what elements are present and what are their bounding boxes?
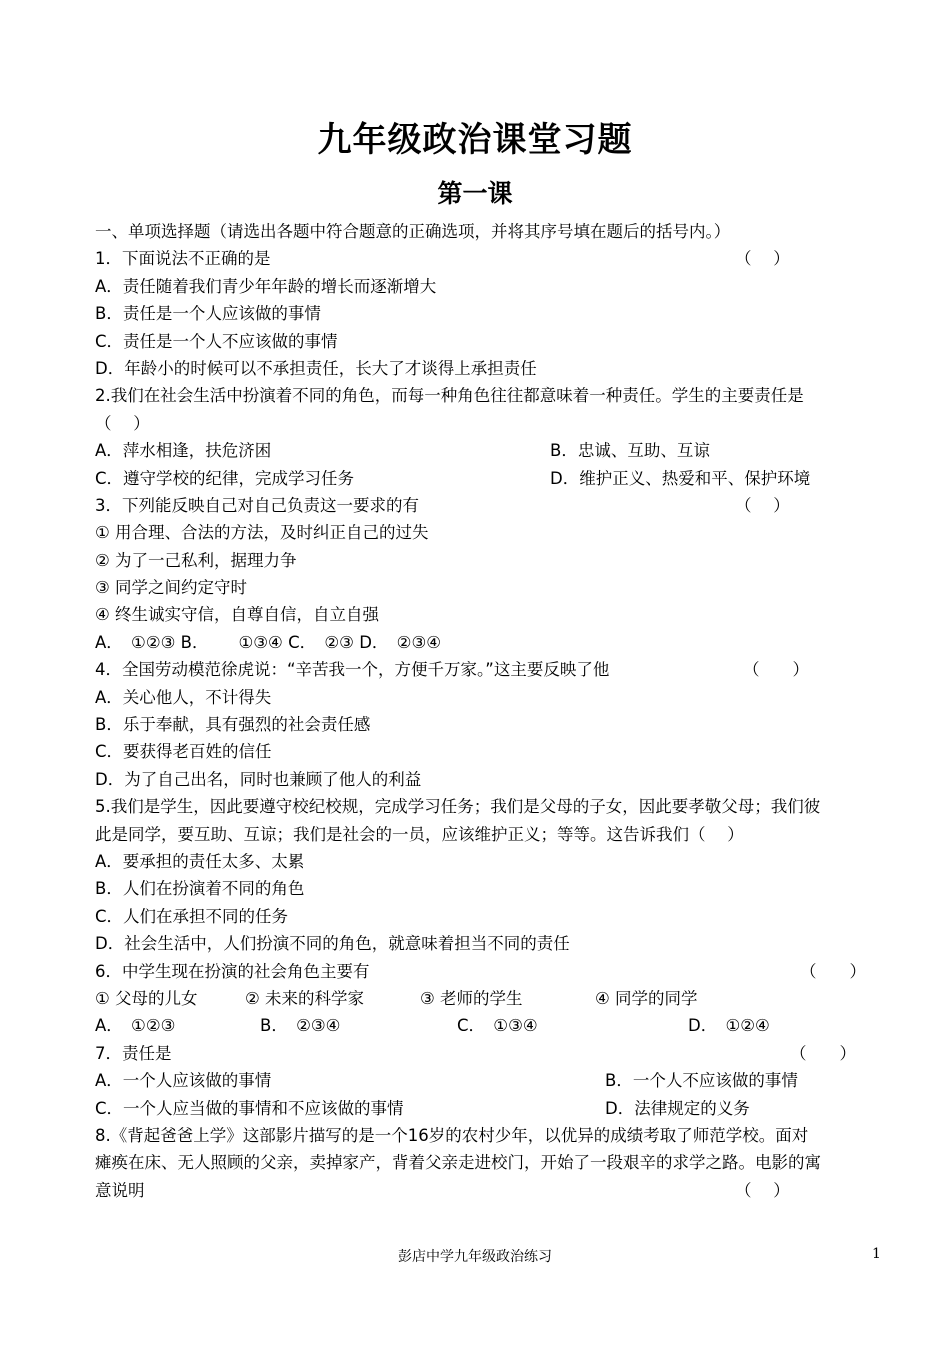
question-1-option-b: B．责任是一个人应该做的事情 [95, 304, 321, 324]
lesson-subtitle: 第一课 [437, 179, 513, 208]
question-6-option-b: B． ②③④ [260, 1016, 341, 1036]
question-5-option-d: D．社会生活中，人们扮演不同的角色，就意味着担当不同的责任 [95, 934, 570, 954]
question-8-stem-line-2: 瘫痪在床、无人照顾的父亲，卖掉家产，背着父亲走进校门，开始了一段艰辛的求学之路。电影的寓 [95, 1153, 821, 1173]
page-number: 1 [872, 1246, 881, 1262]
question-7-option-b: B．一个人不应该做的事情 [605, 1071, 798, 1091]
question-2-option-b: B．忠诚、互助、互谅 [550, 441, 710, 461]
page-footer: 彭店中学九年级政治练习 [398, 1249, 552, 1265]
question-3-item-4: ④ 终生诚实守信，自尊自信，自立自强 [95, 605, 380, 625]
question-4-option-d: D．为了自己出名，同时也兼顾了他人的利益 [95, 769, 422, 789]
question-7-text: 7．责任是 [95, 1043, 172, 1063]
question-2-option-d: D．维护正义、热爱和平、保护环境 [550, 468, 811, 488]
question-6-answer-blank: （ ） [800, 961, 866, 981]
question-6-option-a: A． ①②③ [95, 1016, 176, 1036]
question-5-option-a: A．要承担的责任太多、太累 [95, 851, 305, 871]
question-5-stem-line-2: 此是同学，要互助、互谅；我们是社会的一员，应该维护正义；等等。这告诉我们（ ） [95, 824, 744, 844]
section-heading: 一、单项选择题（请选出各题中符合题意的正确选项，并将其序号填在题后的括号内。） [95, 222, 731, 241]
question-7-option-d: D．法律规定的义务 [605, 1098, 750, 1118]
question-1-option-d: D．年龄小的时候可以不承担责任，长大了才谈得上承担责任 [95, 358, 537, 378]
question-7-answer-blank: （ ） [790, 1043, 856, 1063]
question-8-stem-line-1: 8.《背起爸爸上学》这部影片描写的是一个16岁的农村少年，以优异的成绩考取了师范学校。面对 [95, 1125, 809, 1145]
question-2-answer-blank: （ ） [95, 413, 150, 433]
question-6-options [95, 1012, 885, 1039]
question-6-option-d: D． ①②④ [688, 1016, 770, 1036]
question-5-stem-line-1: 5.我们是学生，因此要遵守校纪校规，完成学习任务；我们是父母的子女，因此要孝敬父母；我们彼 [95, 797, 821, 817]
question-7-stem [95, 1040, 885, 1067]
question-8-stem-line-3 [95, 1177, 885, 1204]
question-6-stem [95, 958, 885, 985]
question-6-text: 6．中学生现在扮演的社会角色主要有 [95, 961, 370, 981]
question-2-option-c: C．遵守学校的纪律，完成学习任务 [95, 468, 355, 488]
question-1-stem [95, 245, 885, 272]
question-8-answer-blank: （ ） [735, 1180, 790, 1200]
question-6-item-2: ② 未来的科学家 [245, 988, 365, 1008]
question-3-item-2: ② 为了一己私利，据理力争 [95, 550, 297, 570]
question-2-options-row-2 [95, 465, 885, 492]
question-2-option-a: A．萍水相逢，扶危济困 [95, 441, 272, 461]
question-4-answer-blank: （ ） [743, 660, 809, 680]
question-5-option-c: C．人们在承担不同的任务 [95, 906, 289, 926]
question-2-options-row-1 [95, 437, 885, 464]
question-list [95, 218, 885, 1204]
question-7-options-row-2 [95, 1095, 885, 1122]
question-4-option-c: C．要获得老百姓的信任 [95, 742, 272, 762]
question-3-text: 3．下列能反映自己对自己负责这一要求的有 [95, 495, 419, 515]
question-4-stem [95, 656, 885, 683]
question-3-answer-blank: （ ） [735, 495, 790, 515]
question-7-options-row-1 [95, 1067, 885, 1094]
question-2-stem: 2.我们在社会生活中扮演着不同的角色，而每一种角色往往都意味着一种责任。学生的主要责任是 [95, 386, 804, 406]
question-6-item-4: ④ 同学的同学 [595, 988, 698, 1008]
question-3-options: A． ①②③ B． ①③④ C． ②③ D． ②③④ [95, 632, 442, 652]
page-title: 九年级政治课堂习题 [317, 120, 633, 160]
question-6-item-3: ③ 老师的学生 [420, 988, 523, 1008]
question-3-stem [95, 492, 885, 519]
question-1-text: 1．下面说法不正确的是 [95, 249, 271, 269]
question-4-option-b: B．乐于奉献，具有强烈的社会责任感 [95, 715, 371, 735]
question-8-text: 意说明 [95, 1180, 145, 1200]
question-6-items [95, 985, 885, 1012]
question-7-option-a: A．一个人应该做的事情 [95, 1071, 272, 1091]
question-6-option-c: C． ①③④ [457, 1016, 538, 1036]
question-3-item-1: ① 用合理、合法的方法，及时纠正自己的过失 [95, 523, 429, 543]
question-4-text: 4．全国劳动模范徐虎说：“辛苦我一个，方便千万家。”这主要反映了他 [95, 660, 610, 680]
question-5-option-b: B．人们在扮演着不同的角色 [95, 879, 305, 899]
question-1-answer-blank: （ ） [735, 249, 790, 269]
question-1-option-a: A．责任随着我们青少年年龄的增长而逐渐增大 [95, 276, 437, 296]
question-3-item-3: ③ 同学之间约定守时 [95, 578, 248, 598]
question-4-option-a: A．关心他人，不计得失 [95, 687, 272, 707]
question-7-option-c: C．一个人应当做的事情和不应该做的事情 [95, 1098, 404, 1118]
question-1-option-c: C．责任是一个人不应该做的事情 [95, 331, 338, 351]
question-6-item-1: ① 父母的儿女 [95, 988, 198, 1008]
